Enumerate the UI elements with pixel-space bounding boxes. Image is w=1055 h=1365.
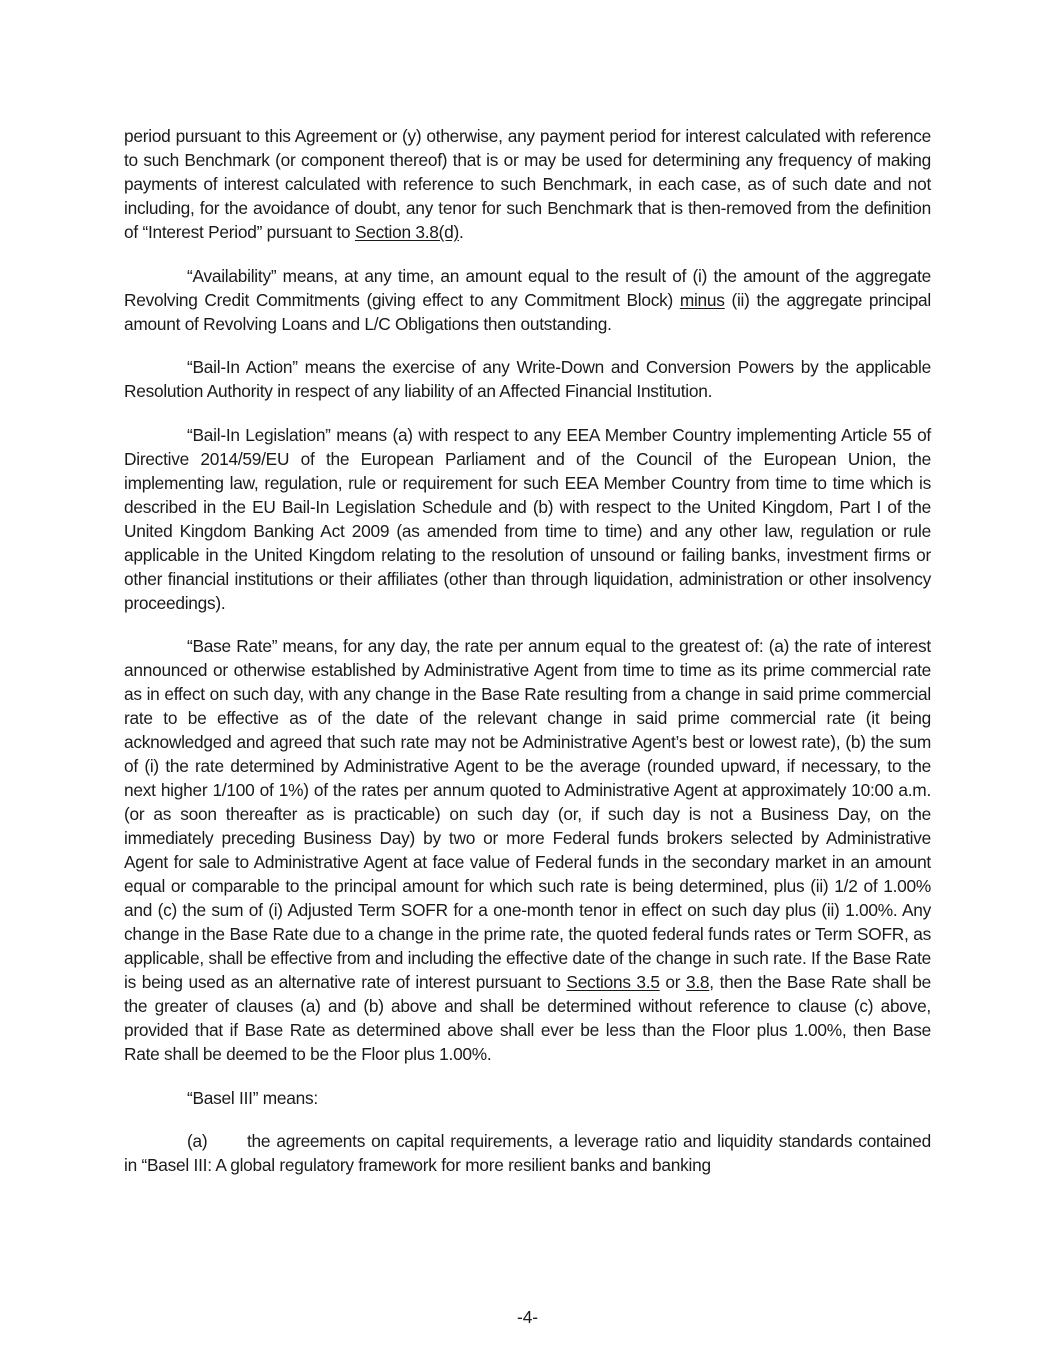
paragraph-text: or — [659, 972, 687, 992]
bail-in-action-definition: “Bail-In Action” means the exercise of any Write-Down and Conversion Powers by the applicable Resolution Authority in respect of any liability of an Affected Financial Institution. — [124, 357, 931, 401]
basel-iii-heading: “Basel III” means: — [187, 1087, 318, 1108]
paragraph-text: “Base Rate” means, for any day, the rate per annum equal to the greatest of: (a) the rate of interest announced or otherwise established by Administrative Agent from time to time as its prime commercial rate as in effect on such day, with any change in the Base Rate resulting from a change in said prime commercial rate to be effective as of the date of the relevant change in said prime commercial rate (it being acknowledged and agreed that such rate may not be Administrative Agent’s best or lowest rate), (b) the sum of (i) the rate determined by Administrative Agent to be the average (rounded upward, if necessary, to the next higher 1/100 of 1%) of the rates per annum quoted to Administrative Agent at approximately 10:00 a.m. (or as soon thereafter as is practicable) on such day (or, if such day is not a Business Day, on the immediately preceding Business Day) by two or more Federal funds brokers selected by Administrative Agent for sale to Administrative Agent at face value of Federal funds in the secondary market in an amount equal or comparable to the principal amount for which such rate is being determined, plus (ii) 1/2 of 1.00% and (c) the sum of (i) Adjusted Term SOFR for a one-month tenor in effect on such day plus (ii) 1.00%. Any change in the Base Rate due to a change in the prime rate, the quoted federal funds rates or Term SOFR, as applicable, shall be effective from and including the effective date of the change in such rate. If the Base Rate is being used as an alternative rate of interest pursuant to — [124, 636, 931, 992]
base-rate-definition — [124, 634, 931, 1066]
document-body — [124, 124, 931, 1197]
paragraph-text: . — [459, 222, 464, 242]
paragraph-text: (ii) the aggregate principal amount of Revolving Loans and L/C Obligations then outstanding. — [124, 289, 932, 334]
basel-iii-clause-a — [124, 1129, 931, 1177]
section-3-8-reference: 3.8 — [686, 972, 710, 992]
paragraph-text: , then the Base Rate shall be the greater of clauses (a) and (b) above and shall be determined without reference to clause (c) above, provided that if Base Rate as determined above shall ever be less than the Floor plus 1.00%, then Base Rate shall be deemed to be the Floor plus 1.00%. — [124, 972, 931, 1064]
page-number: -4- — [516, 1307, 539, 1327]
paragraph-text: period pursuant to this Agreement or (y) otherwise, any payment period for interest calculated with reference to such Benchmark (or component thereof) that is or may be used for determining any frequency of making payments of interest calculated with reference to such Benchmark, in each case, as of such date and not including, for the avoidance of doubt, any tenor for such Benchmark that is then-removed from the definition of “Interest Period” pursuant to — [124, 126, 931, 242]
availability-definition — [124, 264, 931, 336]
clause-text: the agreements on capital requirements, a leverage ratio and liquidity standards contained in “Basel III: A global regulatory framework for more resilient banks and banking — [124, 1131, 931, 1175]
paragraph-text: “Availability” means, at any time, an amount equal to the result of (i) the amount of the aggregate Revolving Credit Commitments (giving effect to any Commitment Block) — [124, 265, 931, 310]
minus-term: minus — [679, 289, 725, 310]
sections-3-5-reference: Sections 3.5 — [566, 972, 660, 992]
interest-period-continuation-paragraph — [124, 124, 931, 244]
bail-in-legislation-definition: “Bail-In Legislation” means (a) with respect to any EEA Member Country implementing Article 55 of Directive 2014/59/EU of the European Parliament and of the Council of the European Union, the implementing law, regulation, rule or requirement for such EEA Member Country from time to time which is described in the EU Bail-In Legislation Schedule and (b) with respect to the United Kingdom, Part I of the United Kingdom Banking Act 2009 (as amended from time to time) and any other law, regulation or rule applicable in the United Kingdom relating to the resolution of unsound or failing banks, investment firms or other financial institutions or their affiliates (other than through liquidation, administration or other insolvency proceedings). — [124, 424, 931, 613]
clause-label: (a) — [187, 1131, 208, 1151]
section-reference-link: Section 3.8(d) — [354, 222, 460, 242]
